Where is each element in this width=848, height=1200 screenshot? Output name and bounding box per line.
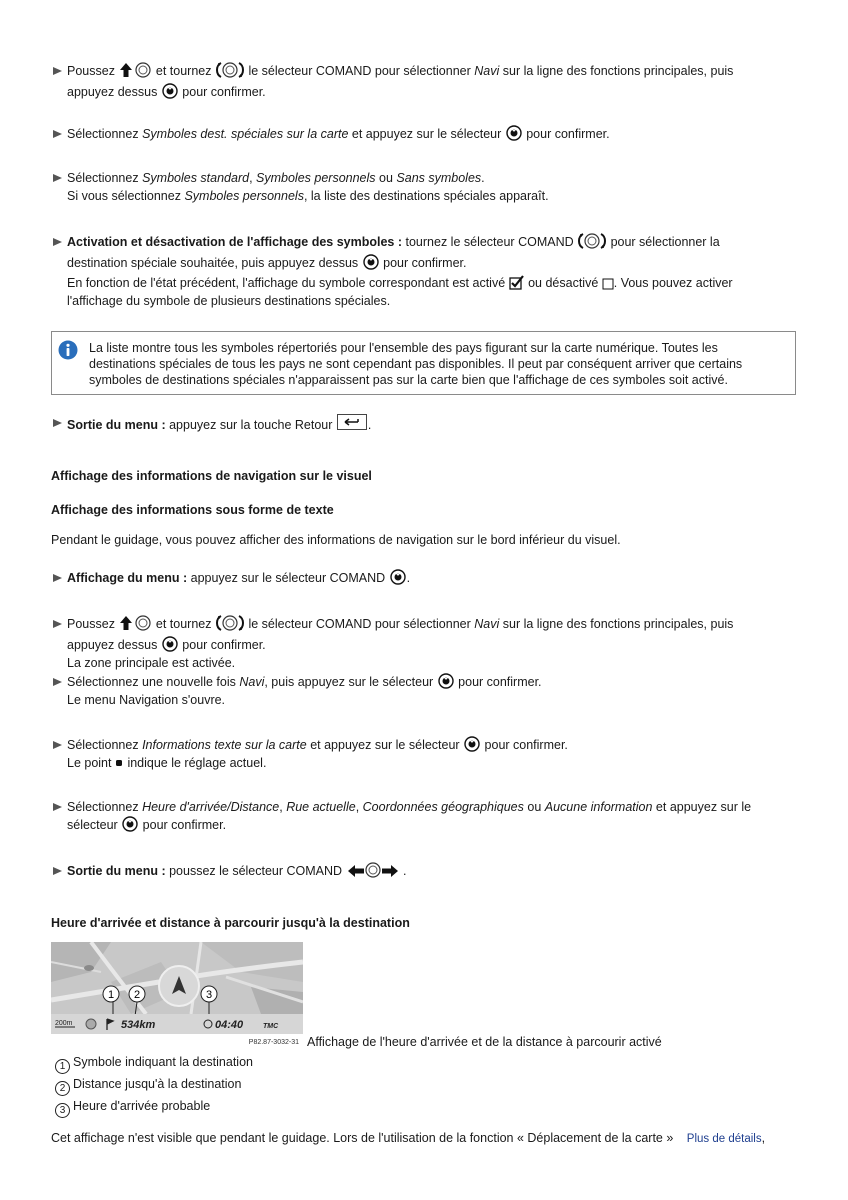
checkbox-empty-icon — [602, 277, 614, 290]
callout-3: 3 — [205, 989, 213, 1001]
callout-2: 2 — [133, 989, 141, 1001]
more-details-link[interactable]: Plus de détails — [686, 1133, 762, 1145]
step-select-info-type: Sélectionnez Heure d'arrivée/Distance, Rue actuelle, Coordonnées géographiques ou Aucune information et appuyez sur le sélecteur pour confirmer. — [51, 798, 807, 834]
step-select-navi: Poussez et tournez le sélecteur COMAND pour sélectionner Navi sur la ligne des fonctions principales, puis appuyez dessus pour confirmer. — [51, 62, 807, 101]
figure-caption: Affichage de l'heure d'arrivée et de la distance à parcourir activé — [307, 1035, 662, 1049]
rotate-icon — [216, 615, 244, 636]
legend-number: 2 — [55, 1081, 70, 1096]
distance-value: 534km — [121, 1019, 156, 1031]
press-icon — [162, 636, 178, 652]
note-line: destinations spéciales de tous les pays ne sont cependant pas disponibles. Il peut par conséquent arriver que certains — [89, 357, 743, 371]
callout-1: 1 — [107, 989, 115, 1001]
legend-item: 1 Symbole indiquant la destination — [55, 1054, 253, 1074]
press-icon — [506, 125, 522, 141]
legend-number: 3 — [55, 1103, 70, 1118]
subsection-heading: Affichage des informations sous forme de texte — [51, 503, 334, 517]
step-open-navigation-menu: Sélectionnez une nouvelle fois Navi, puis appuyez sur le sélecteur pour confirmer. Le menu Navigation s'ouvre. — [51, 673, 807, 709]
step-select-symbols-menu: Sélectionnez Symboles dest. spéciales sur la carte et appuyez sur le sélecteur pour confirmer. — [51, 125, 807, 143]
press-icon — [363, 254, 379, 270]
step-select-symbol-type: Sélectionnez Symboles standard, Symboles personnels ou Sans symboles. Si vous sélectionnez Symboles personnels, la liste des destinations spéciales apparaît. — [51, 169, 807, 205]
press-icon — [122, 816, 138, 832]
tmc-logo: TMC — [263, 1023, 279, 1030]
map-screenshot — [51, 942, 303, 1048]
step-exit-menu-back: Sortie du menu : appuyez sur la touche Retour . — [51, 414, 807, 434]
back-button-icon — [337, 414, 367, 431]
section-heading: Heure d'arrivée et distance à parcourir jusqu'à la destination — [51, 916, 410, 930]
press-icon — [464, 736, 480, 752]
paragraph: Pendant le guidage, vous pouvez afficher des informations de navigation sur le bord inférieur du visuel. — [51, 533, 621, 547]
arrow-left-right-icon — [347, 862, 399, 883]
dot-icon — [116, 760, 123, 767]
footer-paragraph: Cet affichage n'est visible que pendant le guidage. Lors de l'utilisation de la fonction « Déplacement de la carte » Plus de détails, — [51, 1131, 766, 1145]
step-show-menu: Affichage du menu : appuyez sur le sélecteur COMAND . — [51, 569, 807, 587]
legend-item: 3 Heure d'arrivée probable — [55, 1098, 210, 1118]
legend-item: 2 Distance jusqu'à la destination — [55, 1076, 241, 1096]
step-toggle-symbols: Activation et désactivation de l'affichage des symboles : tournez le sélecteur COMAND pour sélectionner la destination spéciale souhaitée, puis appuyez dessus pour confirmer. En fonction de l'état précédent, l'affichage du symbole correspondant est activé ou désactivé . Vous pouvez activer l'affichage du symbole de plusieurs destinations spéciales. — [51, 233, 807, 310]
figure-code: P82.87-3032-31 — [248, 1039, 299, 1046]
info-note — [51, 331, 796, 395]
legend-number: 1 — [55, 1059, 70, 1074]
press-icon — [390, 569, 406, 585]
press-icon — [438, 673, 454, 689]
note-line: symboles de destinations spéciales n'apparaissent pas sur la carte bien que l'affichage de ces symboles soit activé. — [89, 373, 728, 387]
navigation-map-figure — [51, 942, 303, 1048]
step-select-text-info: Sélectionnez Informations texte sur la carte et appuyez sur le sélecteur pour confirmer. Le point indique le réglage actuel. — [51, 736, 807, 772]
rotate-icon — [216, 62, 244, 83]
arrival-time: 04:40 — [215, 1019, 244, 1031]
section-heading: Affichage des informations de navigation sur le visuel — [51, 469, 372, 483]
arrow-up-icon — [119, 615, 133, 631]
press-icon — [162, 83, 178, 99]
arrow-up-icon — [119, 62, 133, 78]
checkbox-checked-icon — [509, 275, 525, 290]
rotate-icon — [578, 233, 606, 254]
controller-icon — [135, 62, 151, 78]
step-select-navi-2: Poussez et tournez le sélecteur COMAND pour sélectionner Navi sur la ligne des fonctions principales, puis appuyez dessus pour confirmer. La zone principale est activée. — [51, 615, 807, 672]
note-line: La liste montre tous les symboles répertoriés pour l'ensemble des pays figurant sur la carte numérique. Toutes les — [89, 341, 718, 355]
controller-icon — [135, 615, 151, 631]
map-scale: 200m — [55, 1020, 73, 1027]
step-exit-menu-push: Sortie du menu : poussez le sélecteur COMAND . — [51, 862, 807, 883]
info-icon — [58, 340, 78, 360]
